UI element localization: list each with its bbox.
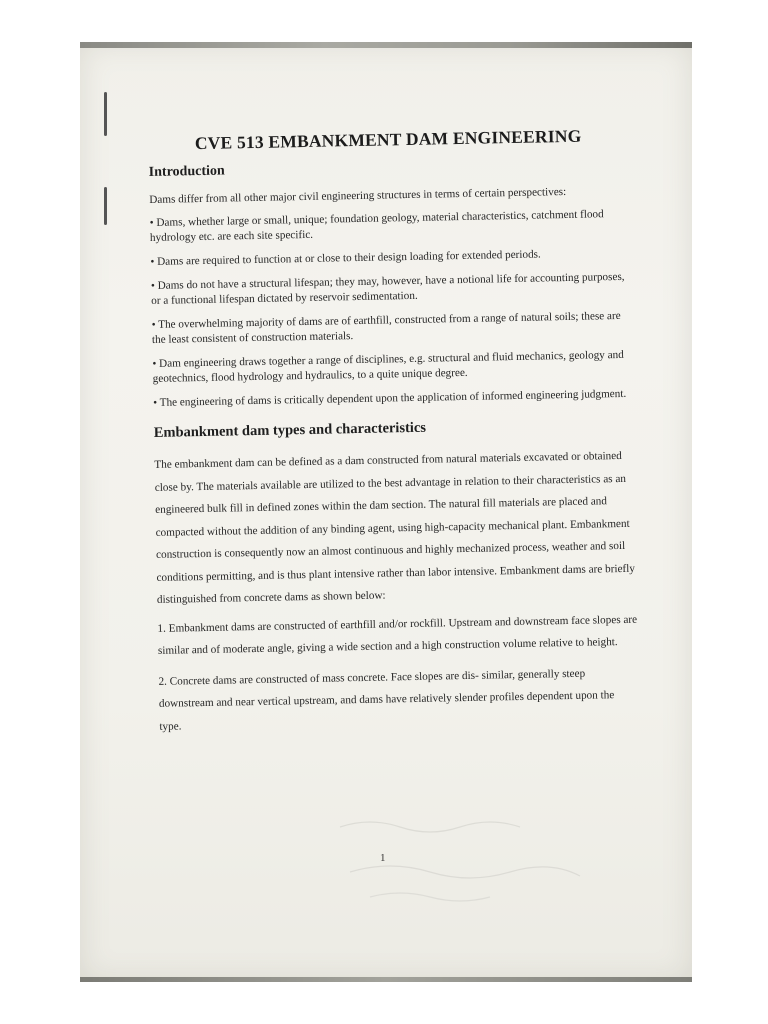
binding-mark-top (104, 92, 107, 136)
embankment-heading: Embankment dam types and characteristics (153, 419, 427, 441)
introduction-bullet-4: • The overwhelming majority of dams are of earthfill, constructed from a range of natural soils; these are the least consistent of construction materials. (151, 309, 621, 346)
binding-mark-middle (104, 187, 107, 225)
introduction-bullet-3: • Dams do not have a structural lifespan; they may, however, have a notional life for accounting purposes, or a functional lifespan dictated by reservoir sedimentation. (150, 270, 625, 307)
introduction-heading: Introduction (148, 163, 225, 180)
bleed-through-scribble (330, 797, 610, 917)
document-title: CVE 513 EMBANKMENT DAM ENGINEERING (194, 125, 582, 154)
introduction-lead: Dams differ from all other major civil engineering structures in terms of certain perspectives: (149, 185, 567, 206)
introduction-bullet-5: • Dam engineering draws together a range of disciplines, e.g. structural and fluid mechanics, geology and geotechnics, flood hydrology and hydraulics, to a quite unique degree. (152, 348, 624, 385)
introduction-bullet-1: • Dams, whether large or small, unique; foundation geology, material characteristics, catchment flood hydrology etc. are each site specific. (149, 208, 604, 244)
introduction-bullet-2: • Dams are required to function at or close to their design loading for extended periods. (150, 248, 541, 268)
embankment-item-2: 2. Concrete dams are constructed of mass concrete. Face slopes are dis- similar, generally steep downstream and near vertical upstream, and dams have relatively slender profiles dependent upon the type. (158, 667, 615, 733)
page-content (148, 125, 640, 746)
page-number: 1 (380, 852, 386, 864)
embankment-paragraph: The embankment dam can be defined as a dam constructed from natural materials excavated or obtained close by. The materials available are utilized to the best advantage in relation to their characteristics as an engineered bulk fill in defined zones within the dam section. The natural fill materials are placed and compacted without the addition of any binding agent, using high-capacity mechanical plant. Embankment construction is consequently now an almost continuous and highly mechanized process, weather and soil conditions permitting, and is thus plant intensive rather than labor intensive. Embankment dams are briefly distinguished from concrete dams as shown below: (154, 449, 636, 606)
scanned-page (80, 42, 692, 982)
introduction-bullet-6: • The engineering of dams is critically dependent upon the application of informed engineering judgment. (153, 387, 627, 409)
bleed-through-marks (330, 797, 610, 917)
embankment-item-1: 1. Embankment dams are constructed of earthfill and/or rockfill. Upstream and downstream face slopes are similar and of moderate angle, giving a wide section and a high construction volume relative to height. (157, 613, 638, 657)
